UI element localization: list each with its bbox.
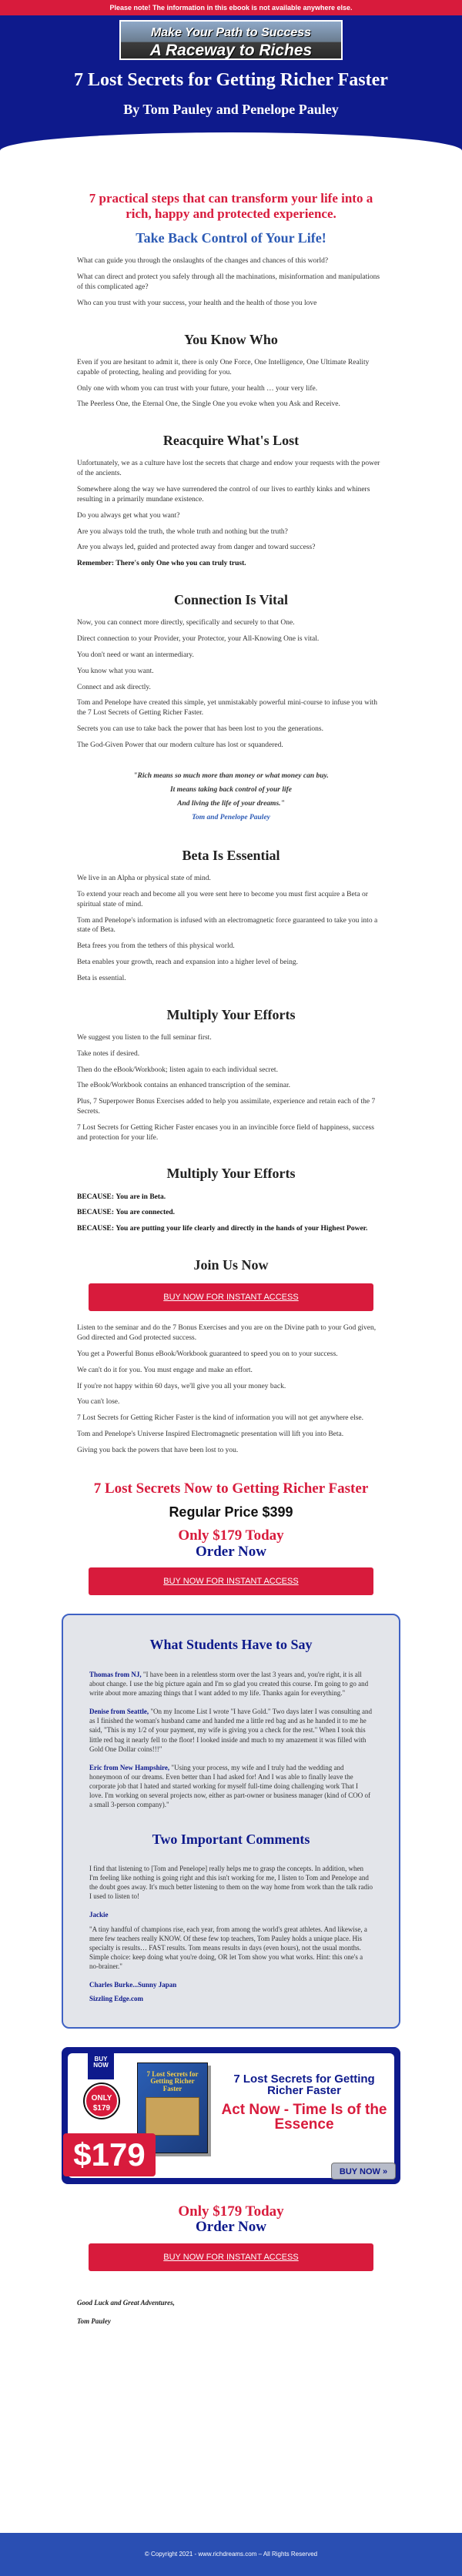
ebook-cover-art <box>146 2097 199 2136</box>
main-content <box>77 191 385 1595</box>
because-label: BECAUSE: <box>77 1209 115 1217</box>
testimonial-text: "I have been in a relentless storm over the last 3 years and, you're right, it is all about change. I use the big picture again and I'm so glad you created this course. I'm going to go and write about more amazing things that I want added to my life. Thanks again for everything." <box>89 1670 369 1698</box>
only-price: $179 <box>92 2104 111 2113</box>
join-paragraph: You get a Powerful Bonus eBook/Workbook guaranteed to speed you on to your success. <box>77 1350 338 1359</box>
buy-now-banner[interactable] <box>62 2047 400 2184</box>
connection-paragraph: You don't need or want an intermediary. <box>77 651 194 659</box>
intro-paragraph: What can guide you through the onslaughts of the changes and chances of this world? <box>77 257 329 266</box>
multiply-paragraph: The eBook/Workbook contains an enhanced transcription of the seminar. <box>77 1082 291 1090</box>
testimonial-name: Denise from Seattle, <box>89 1708 149 1716</box>
beta-paragraph: Beta frees you from the tethers of this physical world. <box>77 942 235 951</box>
reacquire-paragraph: Somewhere along the way we have surrendered the control of our lives to earthly kinks and whiners resulting in a primarily mundane existence. <box>77 486 370 503</box>
multiply-paragraph: Plus, 7 Superpower Bonus Exercises added to help you assimilate, experience and retain each of the 7 Secrets. <box>77 1098 376 1116</box>
footer-copyright: © Copyright 2021 - www.richdreams.com – All Rights Reserved <box>144 2551 318 2558</box>
regular-price: Regular Price $399 <box>169 1504 293 1521</box>
testimonial <box>89 1670 373 1698</box>
testimonials-title: What Students Have to Say <box>149 1637 313 1653</box>
join-paragraph: Giving you back the powers that have been lost to you. <box>77 1446 239 1454</box>
pricing-title: 7 Lost Secrets Now to Getting Richer Faster <box>93 1480 369 1497</box>
section-title-multiply: Multiply Your Efforts <box>166 1006 296 1022</box>
testimonial-name: Eric from New Hampshire, <box>89 1763 170 1771</box>
banner-price: $179 <box>63 2133 156 2176</box>
beta-paragraph: Beta is essential. <box>77 974 126 982</box>
buy-now-button[interactable]: BUY NOW FOR INSTANT ACCESS <box>89 1283 373 1311</box>
because-line <box>77 1208 385 1218</box>
only-price-badge <box>85 2084 119 2118</box>
hero-curve <box>0 132 462 151</box>
because-line <box>77 1224 385 1234</box>
intro-paragraph: What can direct and protect you safely through all the machinations, misinformation and manipulations of this complicated age? <box>77 273 380 292</box>
top-notice-bar <box>0 0 462 15</box>
join-paragraph: You can't lose. <box>77 1398 120 1407</box>
connection-paragraph: Tom and Penelope have created this simple, yet unmistakably powerful mini-course to infuse you with the 7 Lost Secrets of Getting Richer Faster. <box>77 699 378 718</box>
intro-subtitle: Take Back Control of Your Life! <box>136 230 326 246</box>
order-now-heading: Order Now <box>196 2219 266 2236</box>
join-paragraph: We can't do it for you. You must engage and make an effort. <box>77 1366 253 1374</box>
quote-block <box>77 769 385 825</box>
top-notice-text: Please note! The information in this ebook is not available anywhere else. <box>109 4 353 12</box>
remember-label: Remember: <box>77 560 115 568</box>
remember-text: There's only One who you can truly trust. <box>116 560 246 568</box>
because-text: You are connected. <box>116 1209 176 1217</box>
because-label: BECAUSE: <box>77 1193 115 1201</box>
hero-header <box>0 15 462 151</box>
comment-text: "A tiny handful of champions rise, each year, from among the world's great athletes. And likewise, a mere few teachers really KNOW. Of these few top teachers, Tom Pauley holds a unique place. His specialty is results… FAST results. Tom means results in days (even hours), not the usual months. Simple choice: keep doing what you're doing, OR let Tom show you what works. Hint: this one's a no-brainer." <box>89 1925 367 1971</box>
join-paragraph: Listen to the seminar and do the 7 Bonus Exercises and you are on the Divine path to your God given, God directed and God protected success. <box>77 1324 377 1343</box>
beta-paragraph: Beta enables your growth, reach and expansion into a higher level of being. <box>77 958 299 966</box>
join-paragraph: Tom and Penelope's Universe Inspired Electromagnetic presentation will lift you into Beta. <box>77 1430 344 1439</box>
connection-paragraph: Secrets you can use to take back the power that has been lost to you the generations. <box>77 724 323 733</box>
buy-now-button[interactable]: BUY NOW FOR INSTANT ACCESS <box>89 2243 373 2271</box>
multiply-paragraph: Then do the eBook/Workbook; listen again to each individual secret. <box>77 1066 278 1074</box>
remember-line <box>77 559 385 569</box>
testimonial-text: "Using your process, my wife and I truly had the wedding and honeymoon of our dreams. Even better than I had asked for! And I was able to finally leave the corporate job that I hated and started working for myself full-time doing challenging work That I love. I'm working on several projects now, either as part-owner or business manager (kind of COO of a small 3-person company)." <box>89 1763 370 1809</box>
banner-title: 7 Lost Secrets for Getting Richer Faster <box>233 2072 375 2098</box>
sale-price: Only $179 Today <box>178 1527 284 1544</box>
order-now-heading: Order Now <box>196 1543 266 1560</box>
beta-paragraph: To extend your reach and become all you were sent here to become you must first acquire a Beta or spiritual state of mind. <box>77 890 368 908</box>
only-label: ONLY <box>91 2093 112 2103</box>
signoff-name: Tom Pauley <box>77 2317 111 2325</box>
because-text: You are putting your life clearly and directly in the hands of your Highest Power. <box>116 1225 368 1233</box>
sale-price: Only $179 Today <box>178 2203 284 2220</box>
banner-buy-now-button[interactable]: BUY NOW » <box>331 2163 396 2180</box>
ebook-cover-title: 7 Lost Secrets for Getting Richer Faster <box>146 2069 199 2093</box>
reacquire-paragraph: Are you always told the truth, the whole truth and nothing but the truth? <box>77 527 288 536</box>
comment-author: Charles Burke...Sunny Japan <box>89 1981 177 1989</box>
comment-site: Sizzling Edge.com <box>89 1995 143 2003</box>
section-title-join: Join Us Now <box>193 1257 269 1273</box>
reacquire-paragraph: Unfortunately, we as a culture have lost the secrets that charge and endow your requests with the power of the ancients. <box>77 460 380 478</box>
hero-title: 7 Lost Secrets for Getting Richer Faster <box>74 70 388 90</box>
connection-paragraph: The God-Given Power that our modern culture has lost or squandered. <box>77 741 283 749</box>
comment-author: Jackie <box>89 1911 109 1919</box>
multiply-paragraph: 7 Lost Secrets for Getting Richer Faster encases you in an invincible force field of happiness, success and protection for your life. <box>77 1123 374 1142</box>
multiply-paragraph: Take notes if desired. <box>77 1049 140 1058</box>
because-label: BECAUSE: <box>77 1225 115 1233</box>
testimonial <box>89 1763 373 1810</box>
section-title-you-know-who: You Know Who <box>184 331 278 347</box>
testimonial-text: "On my Income List I wrote "I have Gold." Two days later I was consulting and as I finished the woman's husband came and handed me a little red bag and as he handed it to me he said, "This is my 1/2 of your payment, my wife is giving you a check for the rest." When I took this little red bag it nearly fell to the floor! I looked inside and much to my amazement it was filled with Gold One Dollar coins!!!" <box>89 1708 372 1753</box>
quote-line: "Rich means so much more than money or what money can buy. <box>133 771 329 780</box>
hero-authors: By Tom Pauley and Penelope Pauley <box>123 102 339 117</box>
comments-title: Two Important Comments <box>152 1831 310 1847</box>
section-title-connection: Connection Is Vital <box>173 591 289 607</box>
comment-text: I find that listening to [Tom and Penelope] really helps me to grasp the concepts. In addition, when I'm feeling like nothing is going right and this isn't working for me, I listen to Tom and Penelope and the doubt goes away. It's much better listening to them on the way home from work than the talk radio I used to listen to! <box>89 1864 373 1901</box>
logo-line-1: Make Your Path to Success <box>150 26 312 39</box>
section-title-reacquire: Reacquire What's Lost <box>162 433 300 449</box>
footer <box>0 2533 462 2576</box>
closing-content <box>77 2204 385 2331</box>
connection-paragraph: Connect and ask directly. <box>77 683 151 691</box>
join-paragraph: If you're not happy within 60 days, we'll give you all your money back. <box>77 1382 286 1390</box>
multiply-paragraph: We suggest you listen to the full seminar first. <box>77 1033 212 1042</box>
signoff-greeting: Good Luck and Great Adventures, <box>77 2299 175 2307</box>
because-text: You are in Beta. <box>116 1193 166 1201</box>
connection-paragraph: You know what you want. <box>77 667 154 675</box>
testimonials-box <box>62 1614 400 2028</box>
join-paragraph: 7 Lost Secrets for Getting Richer Faster is the kind of information you will not get anywhere else. <box>77 1414 363 1423</box>
reacquire-paragraph: Do you always get what you want? <box>77 511 180 520</box>
connection-paragraph: Now, you can connect more directly, specifically and securely to that One. <box>77 619 295 627</box>
quote-line: And living the life of your dreams." <box>177 799 285 808</box>
intro-paragraph: Who can you trust with your success, your health and the health of those you love <box>77 299 317 307</box>
connection-paragraph: Direct connection to your Provider, your Protector, your All-Knowing One is vital. <box>77 635 320 644</box>
section-title-multiply-2: Multiply Your Efforts <box>166 1166 296 1182</box>
intro-tagline: 7 practical steps that can transform your life into a rich, happy and protected experience. <box>89 191 373 221</box>
testimonial-name: Thomas from NJ, <box>89 1670 142 1678</box>
quote-author: Tom and Penelope Pauley <box>192 813 270 821</box>
reacquire-paragraph: Are you always led, guided and protected away from danger and toward success? <box>77 544 316 552</box>
you-know-who-paragraph: Even if you are hesitant to admit it, there is only One Force, One Intelligence, One Ultimate Reality capable of protecting, healing and providing for you. <box>77 358 370 376</box>
because-line <box>77 1193 385 1203</box>
you-know-who-paragraph: Only one with whom you can trust with your future, your health … your very life. <box>77 384 318 393</box>
beta-paragraph: Tom and Penelope's information is infused with an electromagnetic force guaranteed to take you into a state of Beta. <box>77 916 378 935</box>
you-know-who-paragraph: The Peerless One, the Eternal One, the Single One you evoke when you Ask and Receive. <box>77 400 340 409</box>
signoff <box>77 2294 385 2330</box>
testimonial <box>89 1707 373 1754</box>
logo-line-2: A Raceway to Riches <box>149 42 313 59</box>
beta-paragraph: We live in an Alpha or physical state of mind. <box>77 875 211 883</box>
banner-act-now: Act Now - Time Is of the Essence <box>221 2101 387 2133</box>
buy-now-button[interactable]: BUY NOW FOR INSTANT ACCESS <box>89 1567 373 1595</box>
section-title-beta: Beta Is Essential <box>182 847 280 863</box>
quote-line: It means taking back control of your life <box>169 785 293 794</box>
buy-now-tag: BUY NOW <box>88 2052 114 2079</box>
logo <box>119 20 343 60</box>
